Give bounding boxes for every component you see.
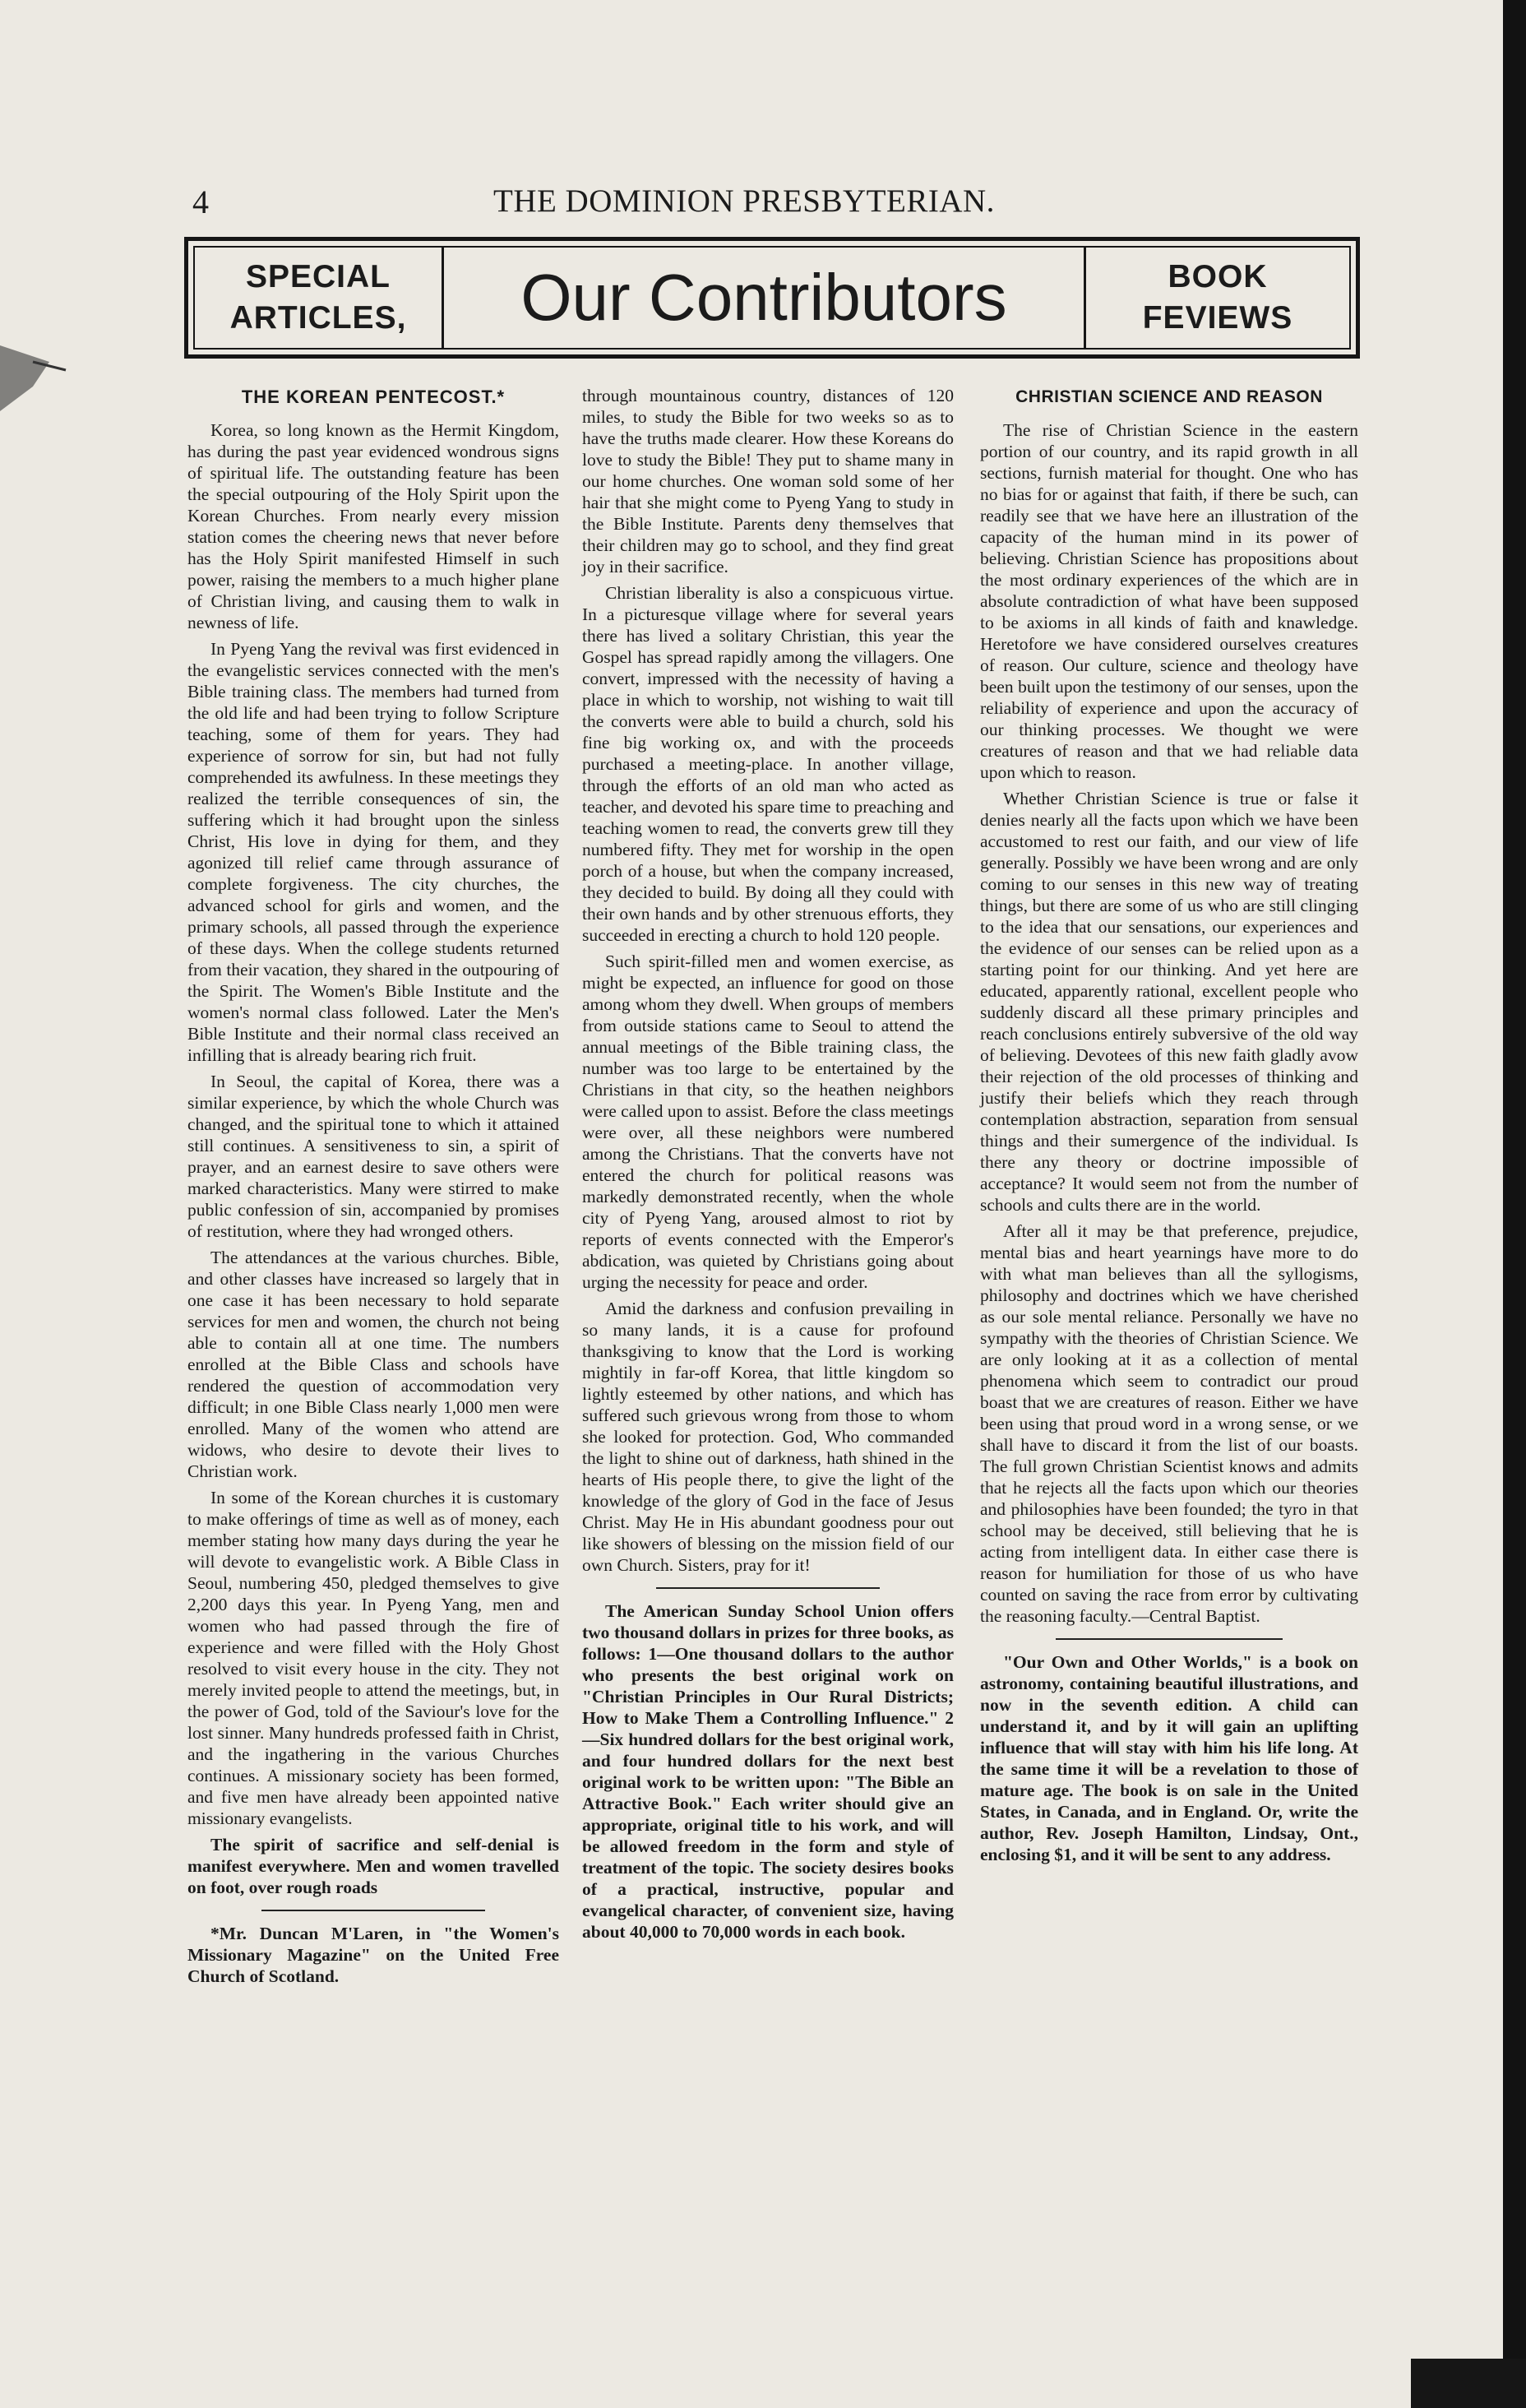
banner-right-cell: [1084, 248, 1349, 348]
article-paragraph: After all it may be that preference, prejudice, mental bias and heart yearnings have more to do with what man believes than all the syllogisms, philosophy and doctrines which we have cherished as our sole mental reliance. Personally we have no sympathy with the theories of Christian Science. We are only looking at it as a collection of mental phenomena which seem to contradict our proud boast that we are creatures of reason. Either we have been using that proud word in a wrong sense, or we shall have to discard it from the list of our boasts. The full grown Christian Scientist knows and admits that he rejects all the facts upon which our theories and philosophies have been founded; the tyro in that school may be deceived, still believing that he is acting from intelligent data. In either case there is reason for humiliation for those of us who have counted on saving the race from error by cultivating the reasoning faculty.—Central Baptist.: [980, 1221, 1358, 1626]
banner-inner-frame: [193, 246, 1351, 350]
article-paragraph: Amid the darkness and confusion prevailing in so many lands, it is a cause for profound thanksgiving to know that the Lord is working mightily in far-off Korea, that little kingdom so lightly esteemed by other nations, and which has suffered such grievous wrong from those to whom she looked for protection. God, Who commanded the light to shine out of darkness, hath shined in the hearts of His people there, to give the light of the knowledge of the glory of God in the face of Jesus Christ. May He in His abundant goodness pour out like showers of blessing on the mission field of our own Church. Sisters, pray for it!: [582, 1299, 954, 1575]
running-head: THE DOMINION PRESBYTERIAN.: [493, 183, 995, 219]
page-number: 4: [192, 183, 209, 220]
divider-rule: [656, 1587, 879, 1589]
article-paragraph: In Seoul, the capital of Korea, there was a similar experience, by which the whole Church was changed, and the spiritual tone to which it attained still continues. A sensitiveness to sin, a spirit of prayer, and an earnest desire to save others were marked characteristics. Many were stirred to make public confession of sin, accompanied by promises of restitution, where they had wronged others.: [187, 1072, 559, 1241]
column-1: [187, 387, 559, 1992]
banner-left-line1: SPECIAL: [245, 259, 391, 294]
banner-right-line2: FEVIEWS: [1142, 300, 1293, 336]
article-paragraph: In some of the Korean churches it is customary to make offerings of time as well as of money, each member stating how many days during the year he will devote to evangelistic work. A Bible Class in Seoul, numbering 450, pledged themselves to give 2,200 days this year. In Pyeng Yang, men and women who had passed through the fire of experience and were filled with the Holy Ghost resolved to visit every house in the city. They not merely invited people to attend the meetings, but, in the power of God, told of the Saviour's love for the lost sinner. Many hundreds professed faith in Christ, and the ingathering in the various Churches continues. A missionary society has been formed, and five men have already been appointed native missionary evangelists.: [187, 1488, 559, 1828]
banner-left-cell: [195, 248, 444, 348]
banner-left-line2: ARTICLES,: [229, 300, 407, 336]
article-paragraph: Christian liberality is also a conspicuous virtue. In a picturesque village where for several years there has lived a solitary Christian, this year the Gospel has spread rapidly among the villagers. One convert, impressed with the necessity of having a place in which to worship, not wishing to wait till the converts were able to build a church, sold his fine big working ox, and with the proceeds purchased a meeting-place. In another village, through the efforts of an old man who acted as teacher, and devoted his spare time to preaching and teaching women to read, the converts grew till they numbered fifty. They met for worship in the open porch of a house, but when the company increased, they decided to build. By doing all they could with their own hands and by other strenuous efforts, they succeeded in erecting a church to hold 120 people.: [582, 583, 954, 945]
article-paragraph: Korea, so long known as the Hermit Kingdom, has during the past year evidenced wondrous signs of spiritual life. The outstanding feature has been the special outpouring of the Holy Spirit upon the Korean Churches. From nearly every mission station comes the cheering news that never before has the Holy Spirit manifested Himself in such power, raising the members to a much higher plane of Christian living, and causing them to walk in newness of life.: [187, 420, 559, 632]
footnote: *Mr. Duncan M'Laren, in "the Women's Missionary Magazine" on the United Free Church of Scotland.: [187, 1924, 559, 1986]
banner-title: Our Contributors: [520, 261, 1007, 334]
column-2: [582, 385, 954, 1947]
review-paragraph: "Our Own and Other Worlds," is a book on astronomy, containing beautiful illustrations, and now in the seventh edition. A child can understand it, and by it will gain an uplifting influence that will stay with him his life long. At the same time it will be a revelation to those of mature age. The book is on sale in the United States, in Canada, and in England. Or, write the author, Rev. Joseph Hamilton, Lindsay, Ont., enclosing $1, and it will be sent to any address.: [980, 1652, 1358, 1864]
page-corner-shadow: [1411, 2359, 1526, 2408]
divider-rule: [1056, 1638, 1283, 1640]
article-paragraph: The attendances at the various churches. Bible, and other classes have increased so largely that in one case it has been necessary to hold separate services for men and women, the church not being able to contain all at one time. The numbers enrolled at the Bible Class and schools have rendered the question of accommodation very difficult; in one Bible Class nearly 1,000 men were enrolled. Many of the women who attend are widows, who desire to devote their lives to Christian work.: [187, 1248, 559, 1481]
notice-paragraph: The American Sunday School Union offers two thousand dollars in prizes for three books, as follows: 1—One thousand dollars to the author who presents the best original work on "Christian Principles in Our Rural Districts; How to Make Them a Controlling Influence." 2—Six hundred dollars for the best original work, and four hundred dollars for the next best original work to be written upon: "The Bible an Attractive Book." Each writer should give an appropriate, original title to his work, and will be allowed freedom in the form and style of treatment of the topic. The society desires books of a practical, instructive, popular and evangelical character, of convenient size, having about 40,000 to 70,000 words in each book.: [582, 1601, 954, 1942]
article-paragraph: Whether Christian Science is true or false it denies nearly all the facts upon which we have been accustomed to rest our faith, and our view of life generally. Possibly we have been wrong and are only coming to our senses in this new way of treating things, but there are some of us who are still clinging to the idea that our sensations, our experiences and the evidence of our senses can be relied upon as a starting point for our thinking. And yet here are educated, apparently rational, excellent people who suddenly discard all these primary principles and reach conclusions entirely subversive of the old way of believing. Devotees of this new faith gladly avow their rejection of the old processes of thinking and justify their beliefs which they reach through contemplation abstraction, separation from sensual things and their sumergence of the individual. Is there any theory or doctrine impossible of acceptance? It would seem not from the number of schools and cults there are in the world.: [980, 789, 1358, 1215]
article-paragraph: In Pyeng Yang the revival was first evidenced in the evangelistic services connected with the men's Bible training class. The members had turned from the old life and had been trying to follow Scripture teaching, some of them for years. They had experience of sorrow for sin, but had not fully comprehended its awfulness. In these meetings they realized the terrible consequences of sin, the suffering which it had brought upon the sinless Christ, His love in dying for them, and they agonized till relief came through assurance of complete forgiveness. The city churches, the advanced school for girls and women, and the primary schools, all passed through the experience of these days. When the college students returned from their vacation, they shared in the outpouring of the Spirit. The Women's Bible Institute and the women's normal class followed. Later the Men's Bible Institute and their normal class received an infilling that is already bearing rich fruit.: [187, 639, 559, 1065]
article-paragraph: Such spirit-filled men and women exercise, as might be expected, an influence for good on those among whom they dwell. When groups of members from outside stations came to Seoul to attend the annual meetings of the Bible training class, the number was too large to be entertained by the Christians in that city, so the heathen neighbors were called upon to assist. Before the class meetings were over, all these neighbors were numbered among the Christians. That the converts have not entered the church for political reasons was markedly demonstrated recently, when the whole city of Pyeng Yang, aroused almost to riot by reports of events connected with the Emperor's abdication, was quieted by Christians going about urging the necessity for peace and order.: [582, 952, 954, 1292]
article-heading-korean-pentecost: THE KOREAN PENTECOST.*: [241, 387, 506, 407]
article-paragraph: through mountainous country, distances of 120 miles, to study the Bible for two weeks so as to have the truths made clearer. How these Koreans do love to study the Bible! They put to shame many in our home churches. One woman sold some of her hair that she might come to Pyeng Yang to study in the Bible Institute. Parents deny themselves that their children may go to school, and they find great joy in their sacrifice.: [582, 386, 954, 577]
article-heading-christian-science: CHRISTIAN SCIENCE AND REASON: [1015, 387, 1323, 406]
section-banner: [184, 237, 1360, 359]
divider-rule: [261, 1910, 484, 1911]
page-edge-shadow: [1503, 0, 1526, 2408]
column-3: [980, 387, 1358, 1870]
article-paragraph: The spirit of sacrifice and self-denial is manifest everywhere. Men and women travelled on foot, over rough roads: [187, 1835, 559, 1897]
torn-edge-mark: [0, 313, 90, 436]
banner-right-line1: BOOK: [1168, 259, 1268, 294]
article-paragraph: The rise of Christian Science in the eastern portion of our country, and its rapid growth in all sections, furnish material for thought. One who has no bias for or against that faith, if there be such, can readily see that we have here an illustration of the capacity of the human mind in its power of believing. Christian Science has propositions about the most ordinary experiences of the which are in absolute contradiction of what have been supposed to be axioms in all kinds of faith and knawledge. Heretofore we have considered ourselves creatures of reason. Our culture, science and theology have been built upon the testimony of our senses, upon the reliability of experience and upon the accuracy of our thinking processes. We thought we were creatures of reason and that we had reliable data upon which to reason.: [980, 420, 1358, 782]
